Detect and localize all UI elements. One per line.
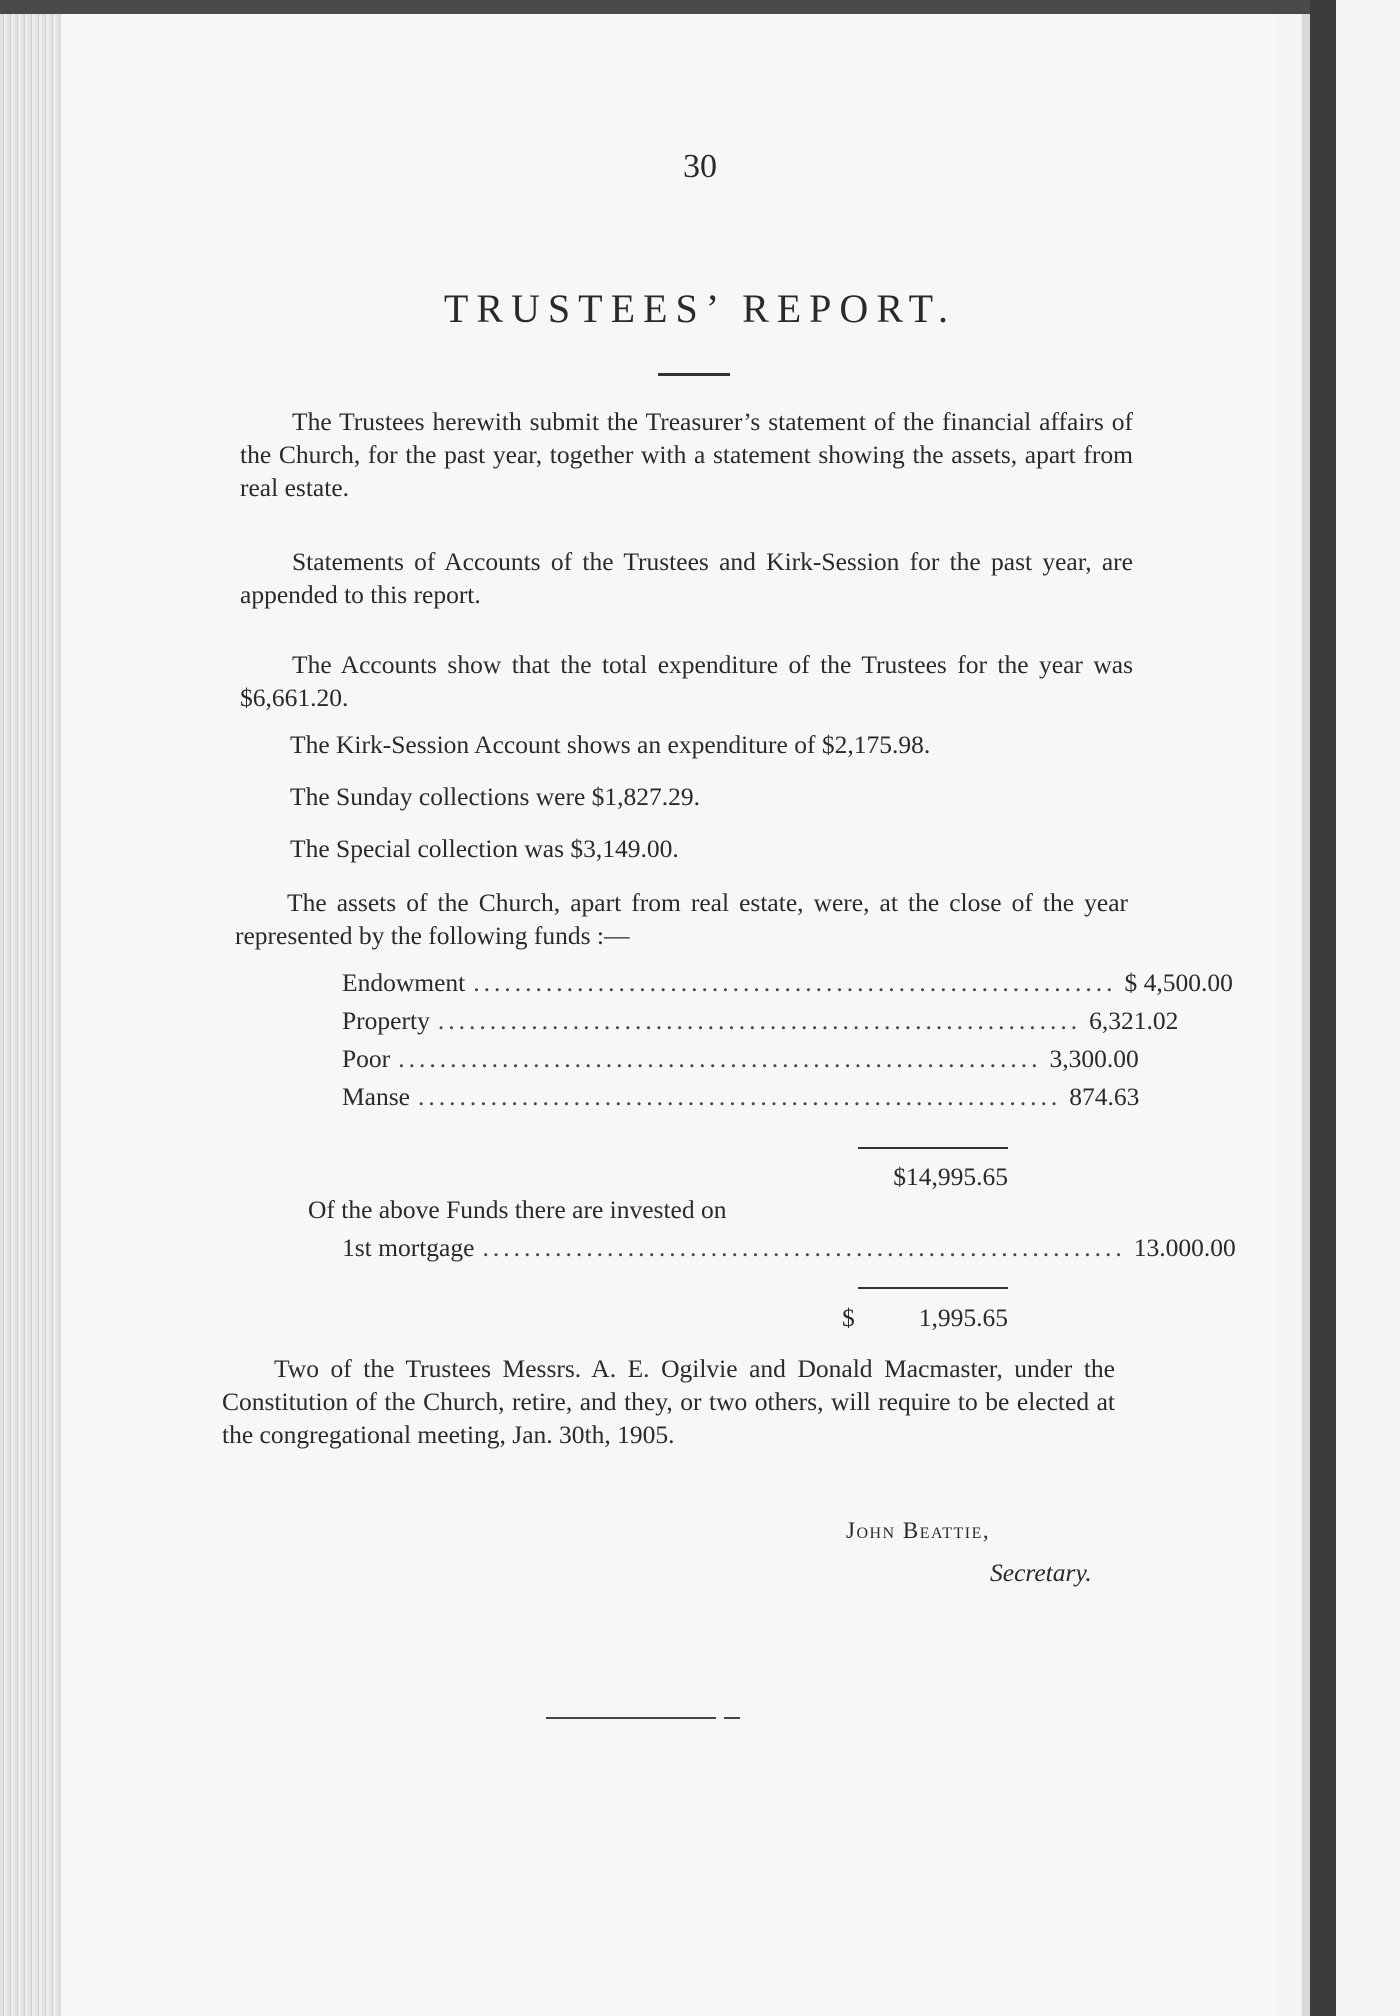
invested-text: Of the above Funds there are invested on <box>308 1195 727 1224</box>
report-title: TRUSTEES’ REPORT. <box>443 286 957 331</box>
balance-currency: $ <box>842 1303 855 1332</box>
end-rule <box>546 1717 716 1719</box>
fund-value: 3,300.00 <box>1049 1044 1139 1073</box>
paragraph-statements: Statements of Accounts of the Trustees and Kirk-Session for the past year, are appended to this report. <box>240 547 1133 609</box>
page-number: 30 <box>683 148 717 185</box>
paragraph-assets: The assets of the Church, apart from real estate, were, at the close of the year represented by the following funds :— <box>235 888 1128 950</box>
fund-row-endowment <box>342 968 1233 998</box>
fund-value: $ 4,500.00 <box>1124 968 1233 997</box>
signature-role: Secretary. <box>990 1558 1092 1587</box>
leader-dots: .............................................................. <box>398 1044 1042 1073</box>
paragraph-kirk-session: The Kirk-Session Account shows an expenditure of $2,175.98. <box>290 730 931 759</box>
fund-row-property <box>342 1006 1179 1036</box>
signature-name: John Beattie, <box>846 1518 991 1543</box>
fund-name: Manse <box>342 1082 410 1111</box>
fund-name: Poor <box>342 1044 391 1073</box>
paragraph-special: The Special collection was $3,149.00. <box>290 834 679 863</box>
mortgage-value: 13.000.00 <box>1133 1233 1236 1262</box>
title-divider <box>658 373 730 376</box>
paragraph-intro: The Trustees herewith submit the Treasurer’s statement of the financial affairs of the Church, for the past year, together with a statement showing the assets, apart from real estate. <box>240 407 1133 502</box>
mortgage-row <box>342 1233 1236 1263</box>
leader-dots: .............................................................. <box>417 1082 1062 1111</box>
balance-value: 1,995.65 <box>918 1303 1008 1332</box>
scan-top-border <box>0 0 1336 14</box>
paragraph-accounts: The Accounts show that the total expenditure of the Trustees for the year was $6,661.20. <box>240 650 1133 712</box>
balance <box>842 1303 1008 1333</box>
fund-value: 6,321.02 <box>1089 1006 1179 1035</box>
paragraph-sunday: The Sunday collections were $1,827.29. <box>290 782 701 811</box>
leader-dots: .............................................................. <box>482 1233 1126 1262</box>
mortgage-name: 1st mortgage <box>342 1233 475 1262</box>
paragraph-retire: Two of the Trustees Messrs. A. E. Ogilvie and Donald Macmaster, under the Constitution of the Church, retire, and they, or two others, will require to be elected at the congregational meeting, Jan. 30th, 1905. <box>222 1354 1115 1449</box>
fund-row-manse <box>342 1082 1140 1112</box>
funds-total: $14,995.65 <box>893 1162 1008 1191</box>
fund-row-poor <box>342 1044 1139 1074</box>
fund-value: 874.63 <box>1069 1082 1140 1111</box>
leader-dots: .............................................................. <box>437 1006 1082 1035</box>
leader-dots: .............................................................. <box>473 968 1117 997</box>
end-rule-tick <box>724 1717 740 1719</box>
fund-name: Property <box>342 1006 430 1035</box>
sum-rule <box>858 1147 1008 1149</box>
sum-rule <box>858 1287 1008 1289</box>
fund-name: Endowment <box>342 968 466 997</box>
